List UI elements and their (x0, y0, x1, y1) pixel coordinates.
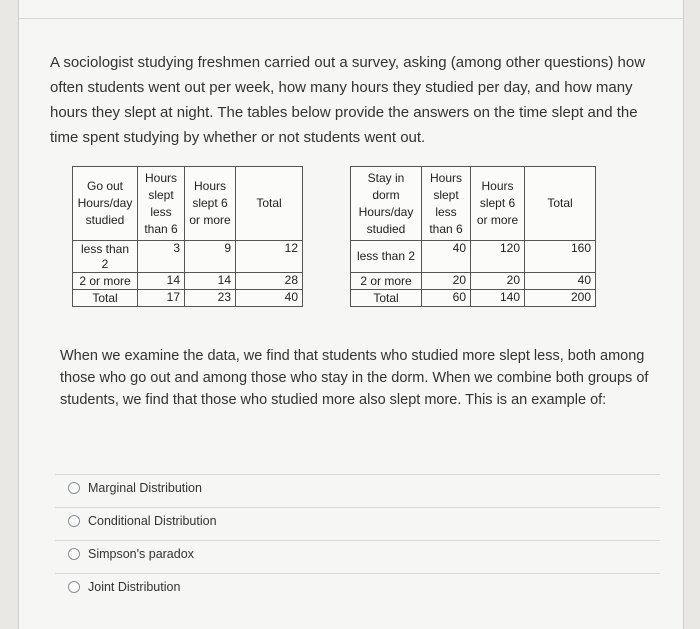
corner-header: Stay in dorm Hours/day studied (351, 167, 422, 241)
cell: 14 (138, 273, 185, 290)
radio-button[interactable] (68, 482, 80, 494)
option-joint-distribution[interactable] (68, 580, 180, 594)
option-divider (55, 474, 660, 475)
cell: 160 (525, 241, 596, 273)
option-label: Marginal Distribution (88, 481, 202, 495)
cell: 14 (185, 273, 236, 290)
col-header-6-or-more: Hours slept 6 or more (471, 167, 525, 241)
col-header-total: Total (525, 167, 596, 241)
option-divider (55, 573, 660, 574)
row-label: less than 2 (351, 241, 422, 273)
corner-header: Go out Hours/day studied (73, 167, 138, 241)
row-label: 2 or more (73, 273, 138, 290)
option-divider (55, 540, 660, 541)
col-header-less-than-6: Hours slept less than 6 (422, 167, 471, 241)
col-header-less-than-6: Hours slept less than 6 (138, 167, 185, 241)
radio-button[interactable] (68, 581, 80, 593)
cell: 120 (471, 241, 525, 273)
cell: 17 (138, 290, 185, 307)
go-out-table (72, 166, 303, 307)
option-conditional-distribution[interactable] (68, 514, 217, 528)
statement-text: When we examine the data, we find that students who studied more slept less, both among those who go out and among those who stay in the dorm. When we combine both groups of students, we find that those who studied more also slept more. This is an example of: (60, 348, 649, 408)
cell: 28 (236, 273, 303, 290)
option-label: Conditional Distribution (88, 514, 217, 528)
cell: 60 (422, 290, 471, 307)
option-simpsons-paradox[interactable] (68, 547, 194, 561)
cell: 40 (422, 241, 471, 273)
option-divider (55, 507, 660, 508)
row-label: Total (351, 290, 422, 307)
cell: 40 (525, 273, 596, 290)
col-header-6-or-more: Hours slept 6 or more (185, 167, 236, 241)
row-label: less than 2 (73, 241, 138, 273)
option-label: Joint Distribution (88, 580, 181, 594)
cell: 9 (185, 241, 236, 273)
cell: 20 (471, 273, 525, 290)
cell: 200 (525, 290, 596, 307)
option-label: Simpson's paradox (88, 547, 194, 561)
option-marginal-distribution[interactable] (68, 481, 202, 495)
stay-in-dorm-table (350, 166, 596, 307)
col-header-total: Total (236, 167, 303, 241)
question-text: A sociologist studying freshmen carried out a survey, asking (among other questions) how often students went out per week, how many hours they studied per day, and how many hours they slept at night. The tables below provide the answers on the time slept and the time spent studying by whether or not students went out. (50, 54, 646, 146)
radio-button[interactable] (68, 515, 80, 527)
cell: 23 (185, 290, 236, 307)
cell: 3 (138, 241, 185, 273)
radio-button[interactable] (68, 548, 80, 560)
row-label: 2 or more (351, 273, 422, 290)
cell: 140 (471, 290, 525, 307)
cell: 12 (236, 241, 303, 273)
top-divider (19, 18, 683, 19)
row-label: Total (73, 290, 138, 307)
cell: 20 (422, 273, 471, 290)
cell: 40 (236, 290, 303, 307)
